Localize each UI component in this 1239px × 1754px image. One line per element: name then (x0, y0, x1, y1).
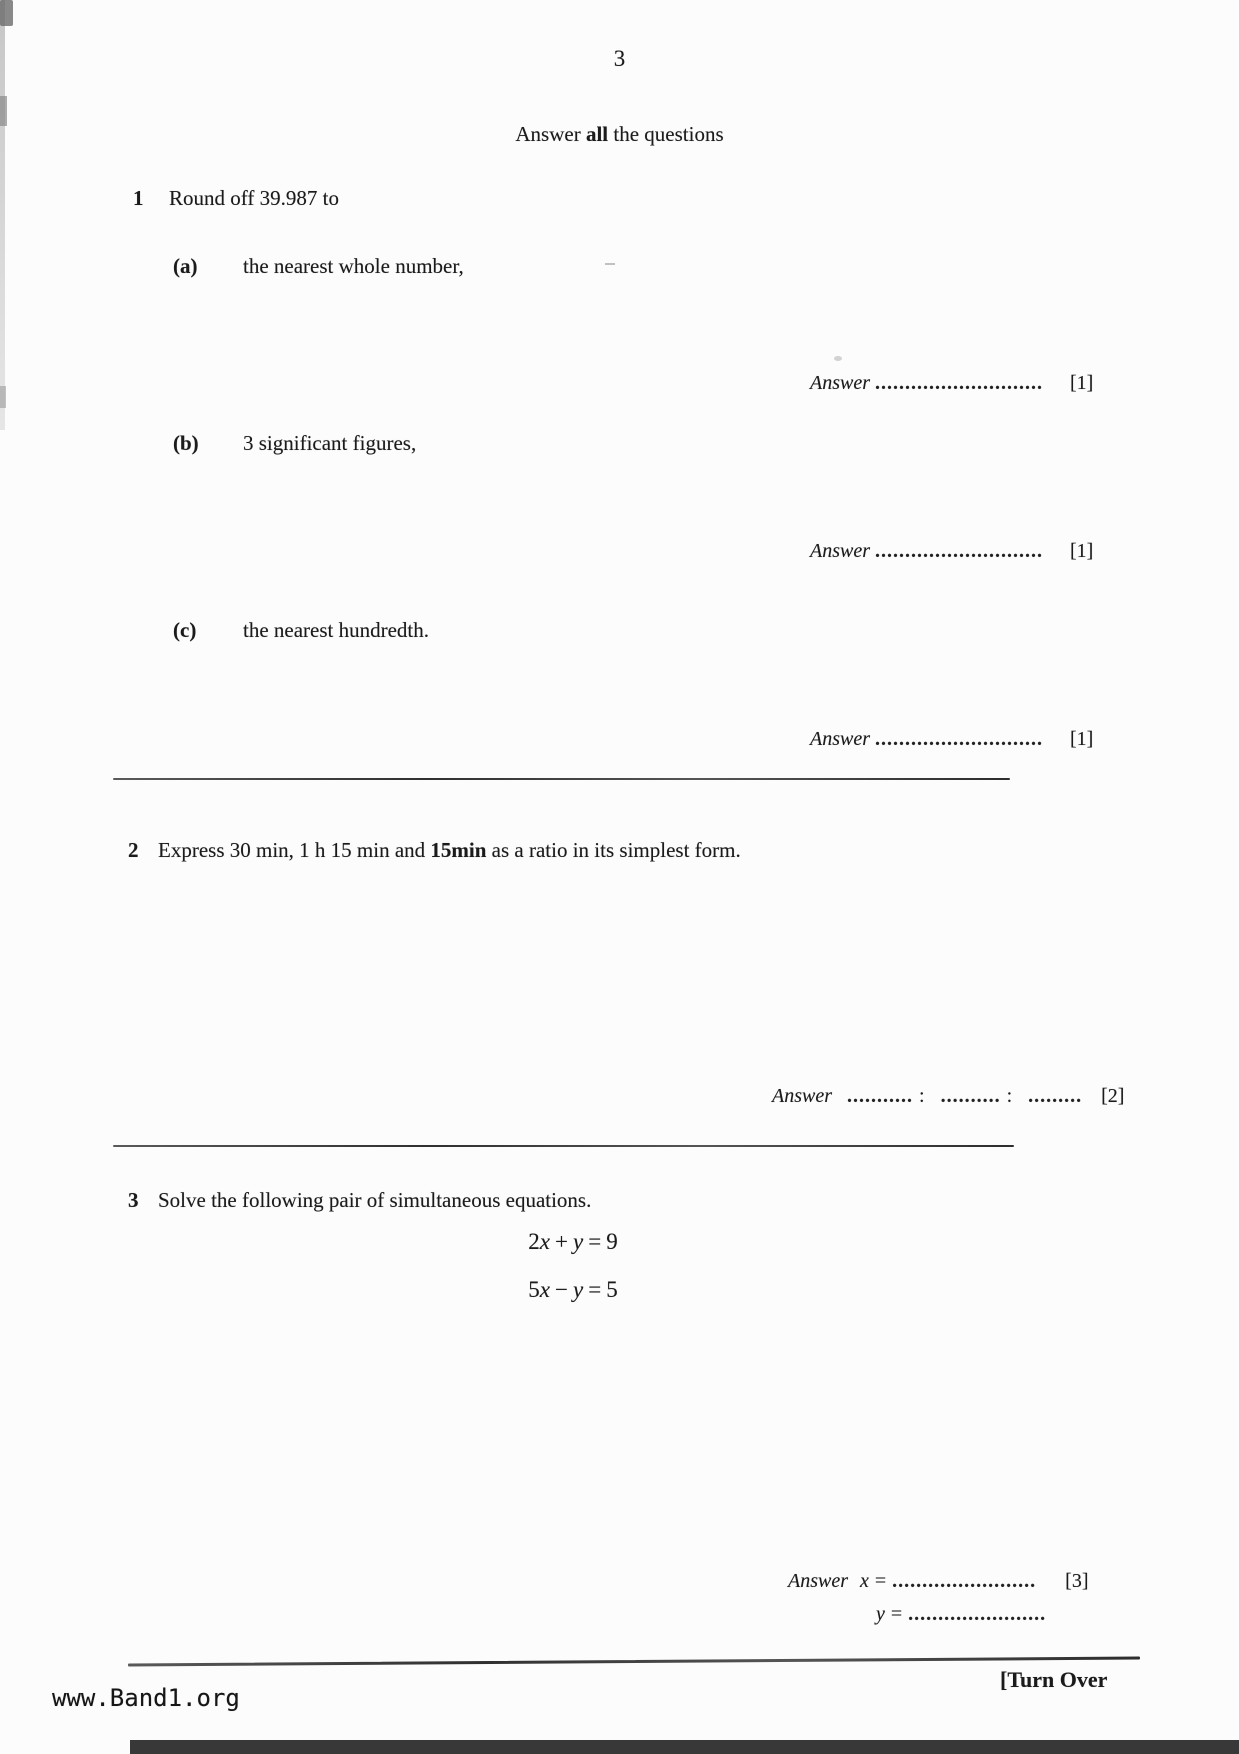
answer-label: Answer (788, 1570, 848, 1592)
footer-divider (128, 1656, 1140, 1666)
scan-smudge-artifact (0, 0, 13, 26)
answer-line-3y (876, 1603, 1046, 1626)
question-1-number: 1 (133, 186, 144, 210)
answer-dotted-line: ............................ (875, 372, 1043, 394)
turn-over-label: [Turn Over (1000, 1667, 1108, 1692)
answer-dotted-line: ........................ (892, 1570, 1037, 1592)
variable-y: y (573, 1229, 584, 1254)
equals-sign: = (588, 1229, 602, 1254)
question-1c (173, 618, 429, 643)
variable-x: x (539, 1229, 551, 1254)
scan-mark-artifact (605, 263, 615, 265)
question-1-text: Round off 39.987 to (169, 186, 339, 210)
variable-x: x (539, 1277, 551, 1302)
variable-y: y (876, 1603, 885, 1625)
question-3-text: Solve the following pair of simultaneous equations. (158, 1188, 592, 1212)
equation-2 (498, 1266, 648, 1314)
watermark-url: www.Band1.org (52, 1684, 240, 1712)
question-3-number: 3 (128, 1188, 139, 1212)
operator: + (555, 1229, 568, 1254)
instruction-bold: all (585, 122, 609, 146)
marks-badge: [1] (1070, 372, 1094, 394)
instruction-suffix: the questions (608, 122, 724, 146)
marks-badge: [2] (1101, 1085, 1125, 1107)
question-1c-text: the nearest hundredth. (243, 618, 430, 642)
question-1 (133, 186, 339, 211)
coefficient: 5 (528, 1277, 540, 1302)
answer-line-1a (810, 372, 1093, 395)
question-1a-text: the nearest whole number, (243, 254, 464, 278)
answer-dotted-line: .......... (940, 1085, 1001, 1107)
answer-label: Answer (810, 540, 870, 562)
instruction-prefix: Answer (515, 122, 586, 146)
operator: − (555, 1277, 568, 1302)
question-3 (128, 1188, 591, 1213)
equals-sign: = (890, 1603, 903, 1625)
section-divider (113, 1145, 1014, 1147)
answer-label: Answer (810, 728, 870, 750)
answer-dotted-line: ............................ (875, 540, 1043, 562)
question-1a (173, 254, 464, 279)
answer-label: Answer (772, 1085, 832, 1107)
question-1a-label: (a) (173, 254, 198, 278)
question-2-text-prefix: Express 30 min, 1 h 15 min and (158, 838, 431, 862)
question-1b-label: (b) (173, 431, 199, 455)
instruction-line (0, 122, 1239, 147)
constant: 5 (606, 1277, 618, 1302)
coefficient: 2 (528, 1229, 540, 1254)
answer-dotted-line: ........... (847, 1085, 913, 1107)
answer-line-1b (810, 540, 1093, 563)
answer-dotted-line: ....................... (908, 1603, 1047, 1625)
page-number: 3 (613, 46, 626, 71)
answer-dotted-line: ............................ (875, 728, 1043, 750)
question-2-text-suffix: as a ratio in its simplest form. (486, 838, 741, 862)
question-1b (173, 431, 416, 456)
marks-badge: [1] (1070, 728, 1094, 750)
answer-dotted-line: ......... (1028, 1085, 1083, 1107)
variable-x: x (860, 1570, 869, 1592)
equals-sign: = (588, 1277, 602, 1302)
section-divider (113, 778, 1010, 780)
answer-label: Answer (810, 372, 870, 394)
question-1c-label: (c) (173, 618, 197, 642)
marks-badge: [3] (1065, 1570, 1089, 1592)
equals-sign: = (874, 1570, 887, 1592)
scan-smudge-artifact (0, 386, 6, 408)
question-2-number: 2 (128, 838, 139, 862)
question-1b-text: 3 significant figures, (243, 431, 417, 455)
scan-mark-artifact (834, 356, 842, 361)
variable-y: y (573, 1277, 584, 1302)
equation-1 (498, 1218, 648, 1266)
answer-line-2 (772, 1085, 1124, 1108)
constant: 9 (606, 1229, 618, 1254)
question-2 (128, 838, 741, 863)
answer-line-1c (810, 728, 1093, 751)
question-2-text-bold: 15min (430, 838, 487, 862)
simultaneous-equations (498, 1218, 648, 1314)
scan-bottom-bar (130, 1740, 1239, 1754)
ratio-colon: : (919, 1085, 925, 1107)
ratio-colon: : (1006, 1085, 1013, 1107)
answer-line-3x (788, 1570, 1089, 1593)
marks-badge: [1] (1070, 540, 1094, 562)
